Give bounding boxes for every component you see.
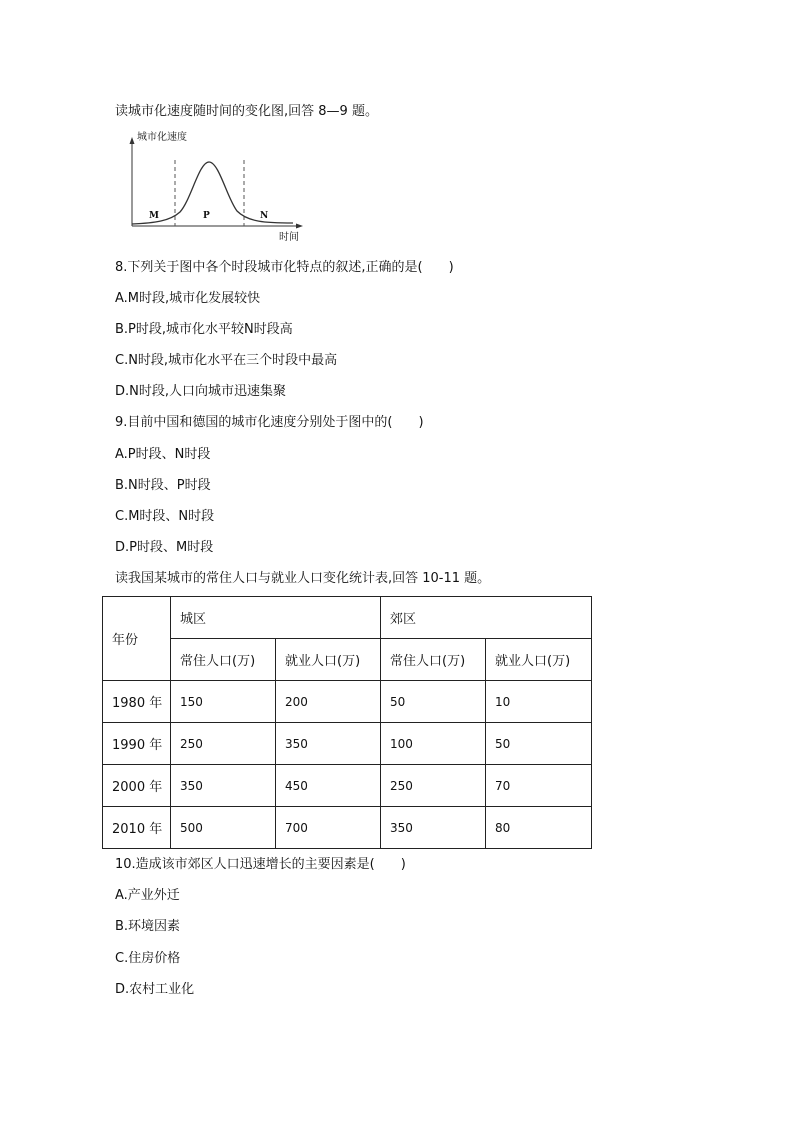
table-cell: 350 — [171, 765, 276, 807]
segment-label-m: M — [149, 211, 159, 221]
table-cell: 100 — [381, 723, 486, 765]
subheader-urban-employed: 就业人口(万) — [276, 639, 381, 681]
table-cell: 150 — [171, 681, 276, 723]
table-cell: 70 — [486, 765, 592, 807]
table-header-row — [103, 597, 592, 639]
intro-text-1: 读城市化速度随时间的变化图,回答 8—9 题。 — [115, 104, 378, 119]
x-axis-label: 时间 — [279, 232, 299, 243]
segment-label-p: P — [203, 211, 210, 221]
question-10-option-d: D.农村工业化 — [115, 982, 195, 997]
table-row — [103, 765, 592, 807]
question-10-option-b: B.环境因素 — [115, 919, 181, 934]
table-cell: 500 — [171, 807, 276, 849]
table-cell: 350 — [381, 807, 486, 849]
question-8-option-a: A.M时段,城市化发展较快 — [115, 291, 261, 306]
segment-label-n: N — [260, 211, 269, 221]
question-8-option-b: B.P时段,城市化水平较N时段高 — [115, 322, 293, 337]
year-cell: 2010 年 — [103, 807, 171, 849]
population-table — [102, 596, 592, 849]
question-10-option-a: A.产业外迁 — [115, 888, 180, 903]
urbanization-speed-figure — [115, 128, 315, 246]
question-9-stem: 9.目前中国和德国的城市化速度分别处于图中的( ) — [115, 415, 424, 430]
urbanization-speed-curve-graphic — [115, 128, 315, 246]
table-cell: 350 — [276, 723, 381, 765]
table-cell: 80 — [486, 807, 592, 849]
table-cell: 450 — [276, 765, 381, 807]
year-cell: 2000 年 — [103, 765, 171, 807]
table-cell: 10 — [486, 681, 592, 723]
question-9-option-c: C.M时段、N时段 — [115, 509, 215, 524]
question-9-option-d: D.P时段、M时段 — [115, 540, 214, 555]
question-9-option-a: A.P时段、N时段 — [115, 447, 211, 462]
table-cell: 50 — [381, 681, 486, 723]
group-header-suburban: 郊区 — [381, 597, 592, 639]
intro-text-2: 读我国某城市的常住人口与就业人口变化统计表,回答 10-11 题。 — [115, 571, 491, 586]
question-10-option-c: C.住房价格 — [115, 951, 181, 966]
subheader-suburban-resident: 常住人口(万) — [381, 639, 486, 681]
subheader-urban-resident: 常住人口(万) — [171, 639, 276, 681]
year-cell: 1990 年 — [103, 723, 171, 765]
table-cell: 700 — [276, 807, 381, 849]
subheader-suburban-employed: 就业人口(万) — [486, 639, 592, 681]
table-cell: 50 — [486, 723, 592, 765]
table-row — [103, 681, 592, 723]
question-8-option-c: C.N时段,城市化水平在三个时段中最高 — [115, 353, 338, 368]
table-subheader-row — [103, 639, 592, 681]
question-9-option-b: B.N时段、P时段 — [115, 478, 211, 493]
question-8-stem: 8.下列关于图中各个时段城市化特点的叙述,正确的是( ) — [115, 260, 454, 275]
table-cell: 250 — [171, 723, 276, 765]
question-10-stem: 10.造成该市郊区人口迅速增长的主要因素是( ) — [115, 857, 406, 872]
y-axis-label: 城市化速度 — [137, 132, 187, 143]
table-cell: 250 — [381, 765, 486, 807]
year-header-cell: 年份 — [103, 597, 171, 681]
group-header-urban: 城区 — [171, 597, 381, 639]
table-row — [103, 723, 592, 765]
question-8-option-d: D.N时段,人口向城市迅速集聚 — [115, 384, 286, 399]
year-cell: 1980 年 — [103, 681, 171, 723]
table-row — [103, 807, 592, 849]
table-cell: 200 — [276, 681, 381, 723]
